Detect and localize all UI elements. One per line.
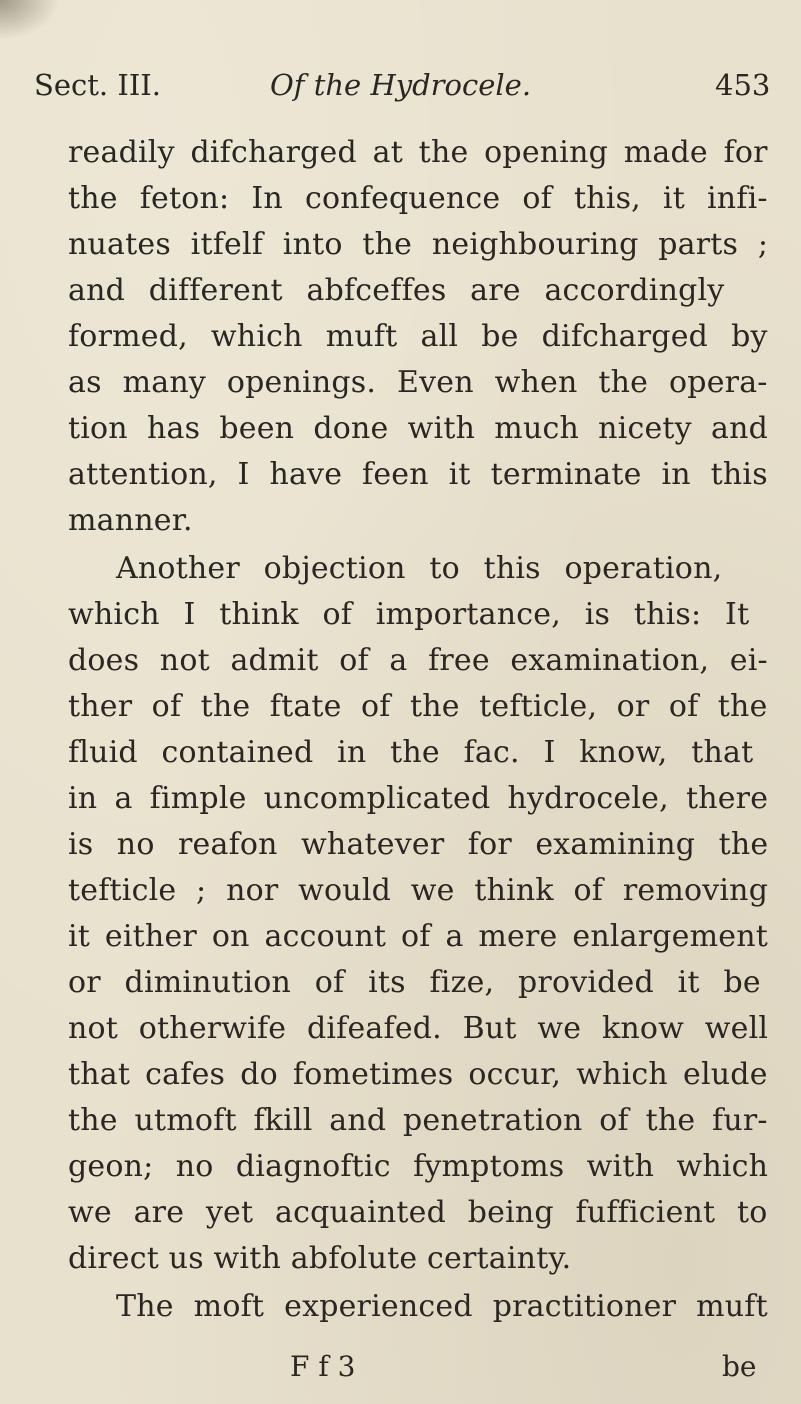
running-head-title: Of the Hydrocele. [270,68,532,102]
text-line: ther of the ftate of the tefticle, or of the [68,689,768,724]
text-line: that cafes do fometimes occur, which elude [68,1057,768,1092]
text-line: in a fimple uncomplicated hydrocele, there [68,781,769,816]
catchword: be [722,1350,757,1383]
text-line: fluid contained in the fac. I know, that [68,735,754,770]
text-line: as many openings. Even when the opera- [68,365,768,400]
signature-mark: F f 3 [290,1350,356,1383]
text-line: manner. [68,503,193,538]
text-line: is no reafon whatever for examining the [68,827,769,862]
text-line: direct us with abfolute certainty. [68,1241,572,1276]
text-line: or diminution of its fize, provided it be [68,965,761,1000]
text-line: the utmoft fkill and penetration of the fur- [68,1103,768,1138]
text-line: formed, which muft all be difcharged by [68,319,768,354]
page-number: 453 [715,68,771,102]
text-line: geon; no diagnoftic fymptoms with which [68,1149,769,1184]
text-line: Another objection to this operation, [116,551,723,586]
text-line: tion has been done with much nicety and [68,411,769,446]
text-line: The moft experienced practitioner muft [116,1289,768,1324]
text-line: we are yet acquainted being fufficient to [68,1195,768,1230]
text-line: does not admit of a free examination, ei- [68,643,768,678]
text-line: readily difcharged at the opening made for [68,135,768,170]
page-corner-shadow [0,0,60,40]
text-line: which I think of importance, is this: It [68,597,750,632]
text-line: and different abfceffes are accordingly [68,273,725,308]
text-line: nuates itfelf into the neighbouring parts ; [68,227,769,262]
text-line: not otherwife difeafed. But we know well [68,1011,769,1046]
running-head [34,60,774,110]
text-line: attention, I have feen it terminate in this [68,457,768,492]
text-line: it either on account of a mere enlargement [68,919,769,954]
text-line: tefticle ; nor would we think of removing [68,873,769,908]
running-head-section: Sect. III. [34,68,161,102]
text-line: the feton: In confequence of this, it infi- [68,181,768,216]
